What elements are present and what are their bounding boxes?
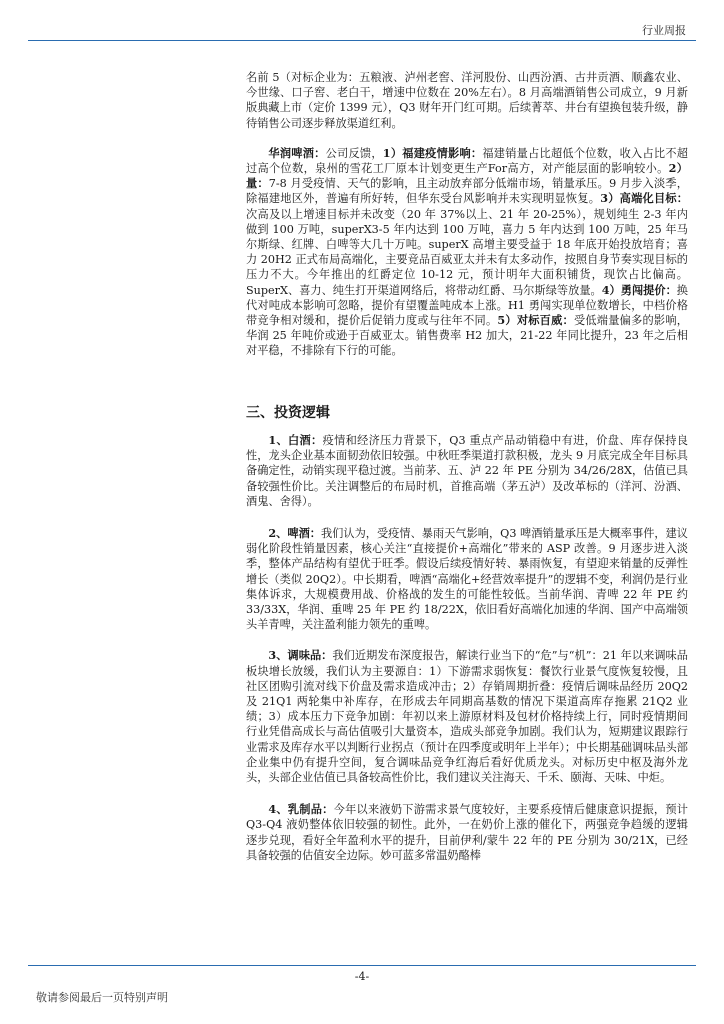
header-divider: [28, 40, 696, 41]
text: 疫情和经济压力背景下，Q3 重点产品动销稳中有进，价盘、库存保持良性，龙头企业基本面韧劲依旧较强。中秋旺季渠道打款积极，龙头 9 月底完成全年目标具备确定性，动销实现平稳过渡。当前茅、五、泸 22 年 PE 分别为 34/26/28X，估值已具备较强性价比。关注调整后的布局时机，首推高端（茅五泸）及改革标的（洋河、汾酒、酒鬼、舍得）。: [246, 434, 688, 508]
subheading-liquor: 1、白酒：: [268, 433, 323, 447]
disclaimer-note: 敬请参阅最后一页特别声明: [36, 991, 168, 1004]
paragraph-china-resources-beer: [246, 146, 688, 359]
report-type-label: 行业周报: [642, 24, 686, 37]
subheading-fujian: 1）福建疫情影响：: [382, 145, 483, 160]
investment-logic: [246, 433, 688, 880]
beverage-company-notes: [246, 70, 688, 359]
subheading-beer: 2、啤酒：: [268, 526, 321, 541]
paragraph-beer: [246, 526, 688, 632]
text: 7-8 月受疫情、天气的影响，且主动放弃部分低端市场，销量承压。9 月步入淡季，除福建地区外，普遍有所好转，但华东受台风影响并未实现明显恢复。: [246, 177, 688, 206]
text: 次高及以上增速目标并未改变（20 年 37%以上、21 年 20-25%），规划纯生 2-3 年内做到 100 万吨，superX3-5 年内达到 100 万吨，喜力 5 年内达到 100 万吨，25 年马尔斯绿、红牌、白啤等大几十万吨。superX 高增主要受益于 18 年底开始投放培育；喜力 20H2 正式布局高端化，主要竞品百威亚太并未有太多动作，按照自身节奏实现目标的压力不大。今年推出的红爵定位 10-12 元，预计明年大面积铺货，现饮占比偏高。SuperX、喜力、纯生打开渠道网络后，将带动红爵、马尔斯绿等放量。: [246, 207, 688, 297]
footer-divider: [28, 965, 696, 966]
paragraph-dairy: [246, 802, 688, 863]
subheading-dairy: 4、乳制品：: [268, 802, 334, 817]
subheading-condiments: 3、调味品：: [268, 648, 333, 663]
paragraph-liquor: [246, 433, 688, 509]
paragraph-condiments: [246, 648, 688, 785]
text: 公司反馈，: [325, 146, 383, 160]
paragraph-gujing-continued: 名前 5（对标企业为：五粮液、泸州老窖、洋河股份、山西汾酒、古井贡酒、顺鑫农业、今世缘、口子窖、老白干，增速中位数在 20%左右）。8 月高端酒销售公司成立，9 月新版典藏上市（定价 1399 元），Q3 财年开门红可期。后续菁萃、井台有望换包装升级，静待销售公司逐步释放渠道红利。: [246, 71, 688, 130]
text: 我们近期发布深度报告，解读行业当下的“危”与“机”：21 年以来调味品板块增长放缓，我们认为主要源自：1）下游需求弱恢复：餐饮行业景气度恢复较慢，且社区团购引流对线下价盘及需求造成冲击；2）存销周期折叠：疫情后调味品经历 20Q2 及 21Q1 两轮集中补库存，在形成去年同期高基数的情况下渠道高库存拖累 21Q2 业绩；3）成本压力下竞争加剧：年初以来上游原材料及包材价格持续上行，同时疫情期间行业凭借高成长与高估值吸引大量资本，造成头部竞争加剧。我们认为，短期建议跟踪行业需求及库存水平以判断行业拐点（预计在四季度或明年上半年）；中长期基础调味品头部企业集中仍有提升空间，复合调味品竞争红海后看好优质龙头。对标历史中枢及海外龙头，头部企业估值已具备较高性价比，我们建议关注海天、千禾、颐海、天味、中炬。: [246, 649, 688, 785]
subheading-volume: 2）量：: [246, 161, 688, 191]
subheading-benchmark: 5）对标百威：: [497, 313, 574, 328]
company-heading: 华润啤酒：: [268, 145, 326, 160]
text: 受低端量偏多的影响，华润 25 年吨价或逊于百威亚太。销售费率 H2 加大，21-22 年同比提升，23 年之后相对平稳，不排除有下行的可能。: [246, 314, 688, 358]
subheading-premium: 3）高端化目标：: [600, 191, 688, 206]
section-heading: 三、投资逻辑: [246, 405, 330, 421]
subheading-price-hike: 4）勇闯提价：: [601, 282, 677, 297]
page-number: -4-: [354, 970, 370, 983]
text: 福建销量占比超低个位数，收入占比不超过高个位数，泉州的雪花工厂原本计划变更生产For高方，对产能层面的影响较小。: [246, 146, 688, 176]
text: 我们认为，受疫情、暴雨天气影响，Q3 啤酒销量承压是大概率事件，建议弱化阶段性销量因素，核心关注“直接提价+高端化”带来的 ASP 改善。9 月逐步进入淡季，整体产品结构有望优于旺季。假设后续疫情好转、暴雨恢复，有望迎来销量的反弹性增长（类似 20Q2）。中长期看，啤酒“高端化+经营效率提升”的逻辑不变，利润仍是行业集体诉求，大规模费用战、价格战的发生的可能性较低。当前华润、青啤 22 年 PE 约 33/33X，华润、重啤 25 年 PE 约 18/22X，依旧看好高端化加速的华润、国产中高端领头羊青啤，关注盈利能力领先的重啤。: [246, 527, 688, 632]
text: 今年以来液奶下游需求景气度较好，主要系疫情后健康意识提振，预计 Q3-Q4 液奶整体依旧较强的韧性。此外，一在奶价上涨的催化下，两强竞争趋缓的逻辑逐步兑现，看好全年盈利水平的提升，目前伊利/蒙牛 22 年的 PE 分别为 30/21X，已经具备较强的估值安全边际。妙可蓝多常温奶酪棒: [246, 803, 688, 862]
text: 换代对吨成本影响可忽略，提价有望覆盖吨成本上涨。H1 勇闯实现单位数增长，中档价格带竞争相对缓和，提价后促销力度或与往年不同。: [246, 283, 688, 328]
